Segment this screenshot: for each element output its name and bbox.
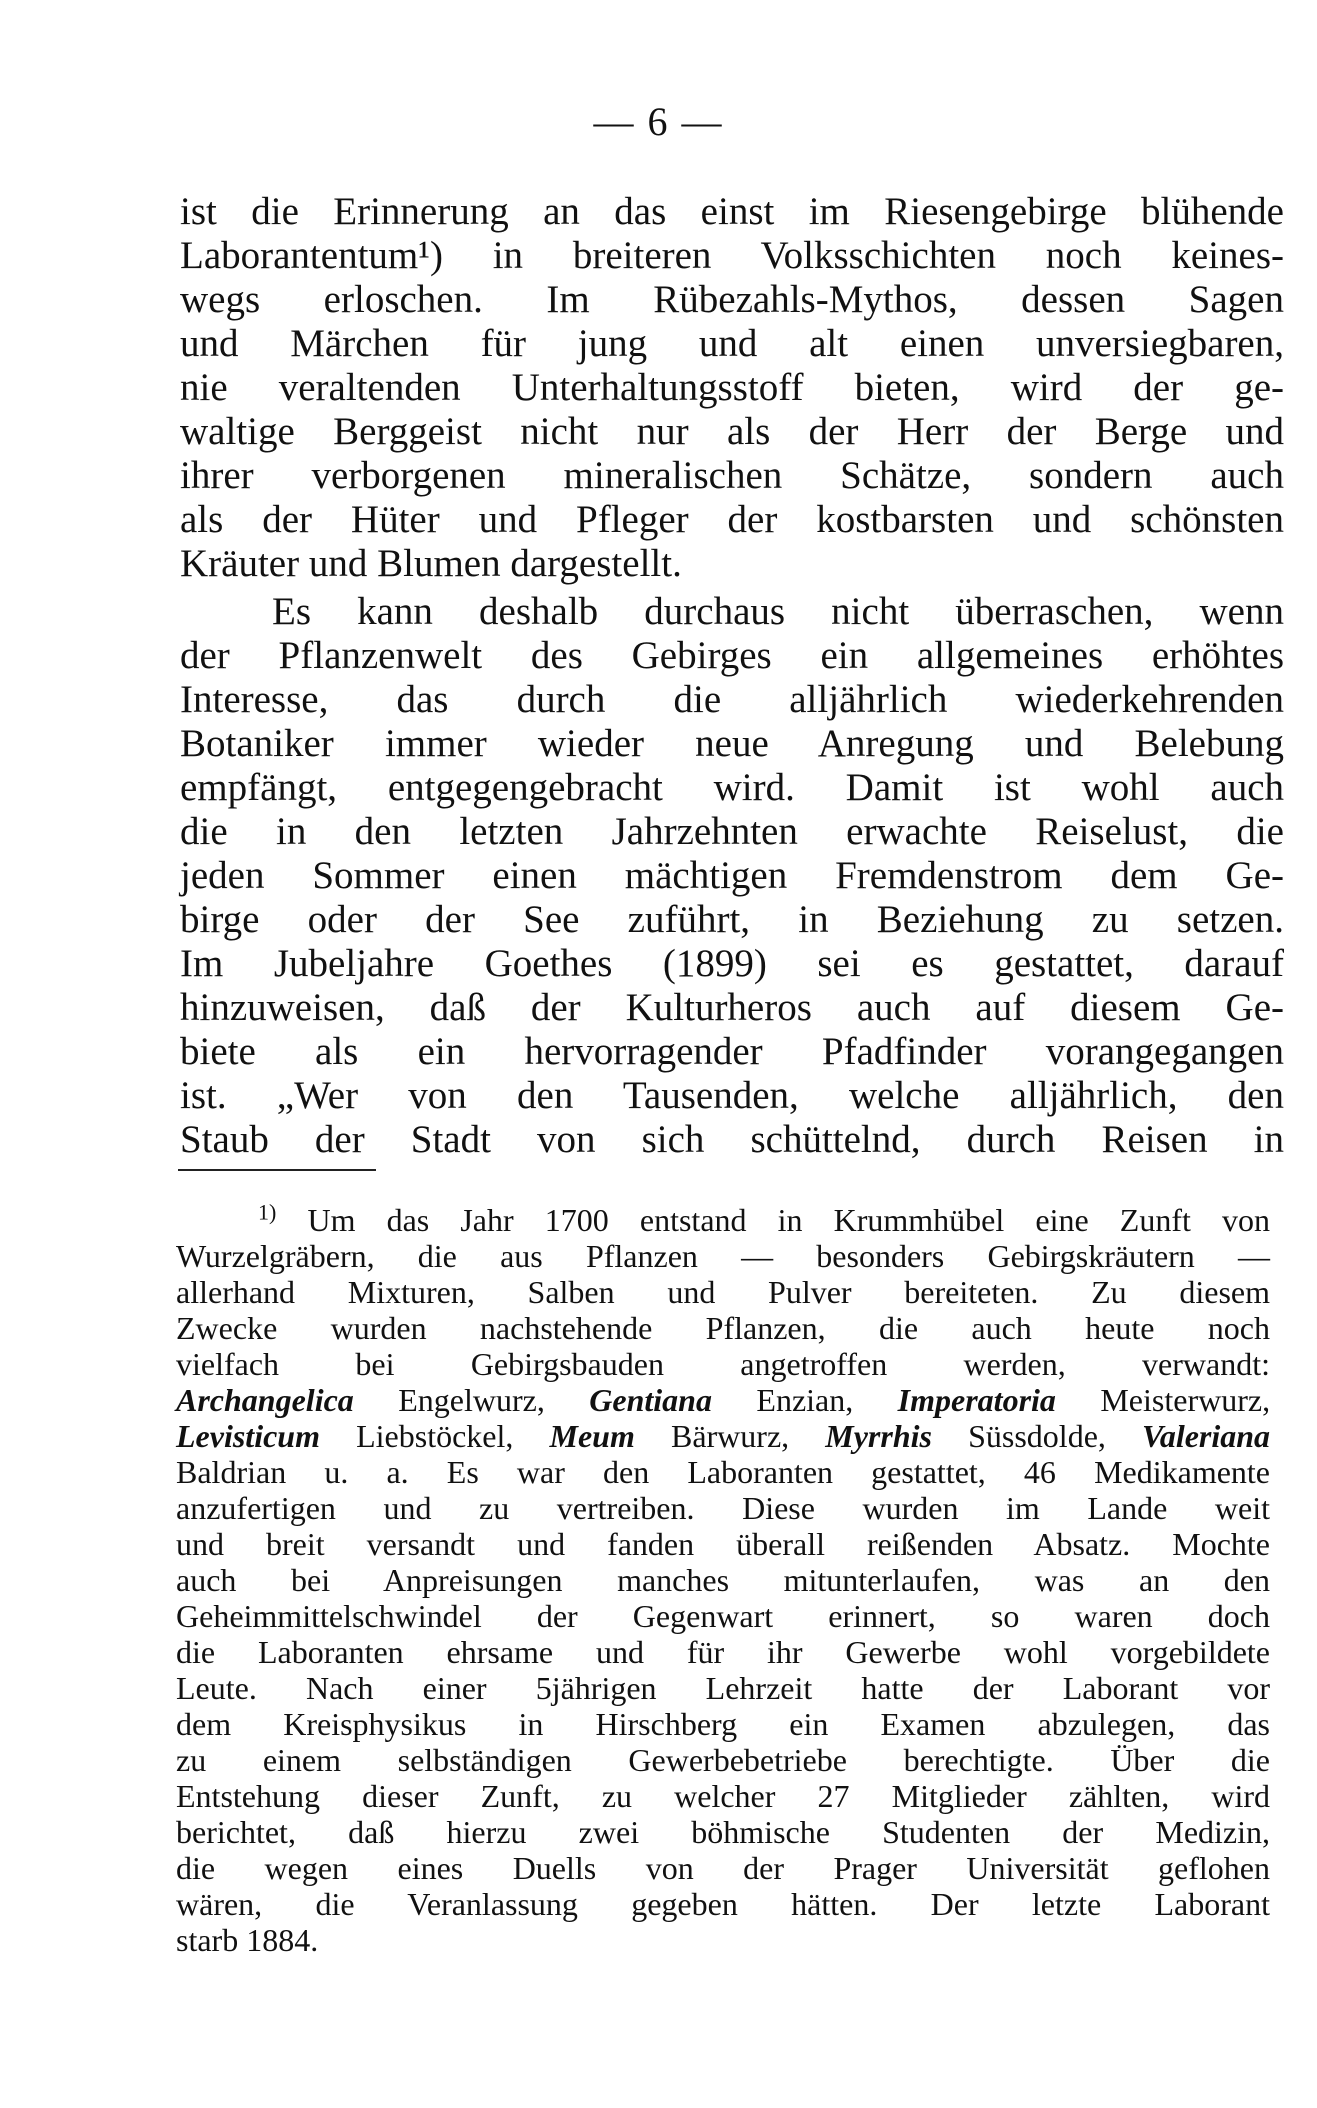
text-line: der Pflanzenwelt des Gebirges ein allgemeines erhöhtes: [180, 634, 1284, 677]
footnote-line: Archangelica Engelwurz, Gentiana Enzian, Imperatoria Meisterwurz,: [176, 1382, 1271, 1418]
botanical-name: Meum: [549, 1418, 635, 1454]
text-line: waltige Berggeist nicht nur als der Herr der Berge und: [180, 410, 1284, 453]
text-line: Interesse, das durch die alljährlich wiederkehrenden: [180, 678, 1284, 721]
botanical-name: Valeriana: [1142, 1418, 1271, 1454]
text-line: nie veraltenden Unterhaltungsstoff bieten, wird der ge-: [180, 366, 1284, 409]
text-line: biete als ein hervorragender Pfadfinder vorangegangen: [180, 1030, 1284, 1073]
botanical-name: Imperatoria: [897, 1382, 1056, 1418]
footnote-line: die wegen eines Duells von der Prager Universität geflohen: [176, 1850, 1270, 1886]
text-line: wegs erloschen. Im Rübezahls-Mythos, dessen Sagen: [180, 278, 1284, 321]
text-line: jeden Sommer einen mächtigen Fremdenstrom dem Ge-: [180, 854, 1284, 897]
footnote-marker: 1): [258, 1199, 277, 1225]
footnote-line: $^{1)}$ Um das Jahr 1700 entstand in Krummhübel eine Zunft von: [258, 1199, 1271, 1238]
text-line: ist die Erinnerung an das einst im Riesengebirge blühende: [180, 190, 1284, 233]
text-line: Kräuter und Blumen dargestellt.: [180, 542, 682, 585]
footnote-line: vielfach bei Gebirgsbauden angetroffen werden, verwandt:: [176, 1346, 1270, 1382]
footnote-divider: [178, 1169, 376, 1171]
text-line: ihrer verborgenen mineralischen Schätze, sondern auch: [180, 454, 1284, 497]
text-line: Im Jubeljahre Goethes (1899) sei es gestattet, darauf: [180, 942, 1284, 985]
text-line: Es kann deshalb durchaus nicht überraschen, wenn: [272, 590, 1284, 633]
footnote-line: berichtet, daß hierzu zwei böhmische Studenten der Medizin,: [176, 1814, 1270, 1850]
footnote-line: die Laboranten ehrsame und für ihr Gewerbe wohl vorgebildete: [176, 1634, 1270, 1670]
text-line: als der Hüter und Pfleger der kostbarsten und schönsten: [180, 498, 1284, 541]
text-line: Staub der Stadt von sich schüttelnd, durch Reisen in: [180, 1118, 1284, 1161]
footnote-line: Levisticum Liebstöckel, Meum Bärwurz, Myrrhis Süssdolde, Valeriana: [176, 1418, 1271, 1454]
footnote-line: und breit versandt und fanden überall reißenden Absatz. Mochte: [176, 1526, 1270, 1562]
footnote-line: starb 1884.: [176, 1922, 319, 1958]
footnote-line: anzufertigen und zu vertreiben. Diese wurden im Lande weit: [176, 1490, 1270, 1526]
footnote-line: dem Kreisphysikus in Hirschberg ein Examen abzulegen, das: [176, 1706, 1270, 1742]
text-line: Botaniker immer wieder neue Anregung und Belebung: [180, 722, 1284, 765]
page-number: — 6 —: [593, 99, 724, 144]
footnote-line: Baldrian u. a. Es war den Laboranten gestattet, 46 Medikamente: [176, 1454, 1270, 1490]
footnote-line: wären, die Veranlassung gegeben hätten. Der letzte Laborant: [176, 1886, 1270, 1922]
text-line: und Märchen für jung und alt einen unversiegbaren,: [180, 322, 1284, 365]
text-line: hinzuweisen, daß der Kulturheros auch auf diesem Ge-: [180, 986, 1284, 1029]
footnote-line: zu einem selbständigen Gewerbebetriebe berechtigte. Über die: [176, 1742, 1270, 1778]
footnote-line: Geheimmittelschwindel der Gegenwart erinnert, so waren doch: [176, 1598, 1270, 1634]
footnote-line: Wurzelgräbern, die aus Pflanzen — besonders Gebirgskräutern —: [176, 1238, 1270, 1274]
text-line: die in den letzten Jahrzehnten erwachte Reiselust, die: [180, 810, 1284, 853]
footnote-line: Entstehung dieser Zunft, zu welcher 27 Mitglieder zählten, wird: [176, 1778, 1270, 1814]
footnote-line: allerhand Mixturen, Salben und Pulver bereiteten. Zu diesem: [176, 1274, 1270, 1310]
text-line: ist. „Wer von den Tausenden, welche alljährlich, den: [180, 1074, 1284, 1117]
text-line: Laborantentum¹) in breiteren Volksschichten noch keines-: [180, 234, 1284, 277]
botanical-name: Gentiana: [589, 1382, 712, 1418]
botanical-name: Archangelica: [176, 1382, 354, 1418]
footnote-line: auch bei Anpreisungen manches mitunterlaufen, was an den: [176, 1562, 1270, 1598]
text-line: birge oder der See zuführt, in Beziehung zu setzen.: [180, 898, 1284, 941]
footnote-line: Zwecke wurden nachstehende Pflanzen, die auch heute noch: [176, 1310, 1270, 1346]
text-line: empfängt, entgegengebracht wird. Damit ist wohl auch: [180, 766, 1284, 809]
botanical-name: Myrrhis: [825, 1418, 932, 1454]
botanical-name: Levisticum: [176, 1418, 320, 1454]
footnote-line: Leute. Nach einer 5jährigen Lehrzeit hatte der Laborant vor: [176, 1670, 1270, 1706]
